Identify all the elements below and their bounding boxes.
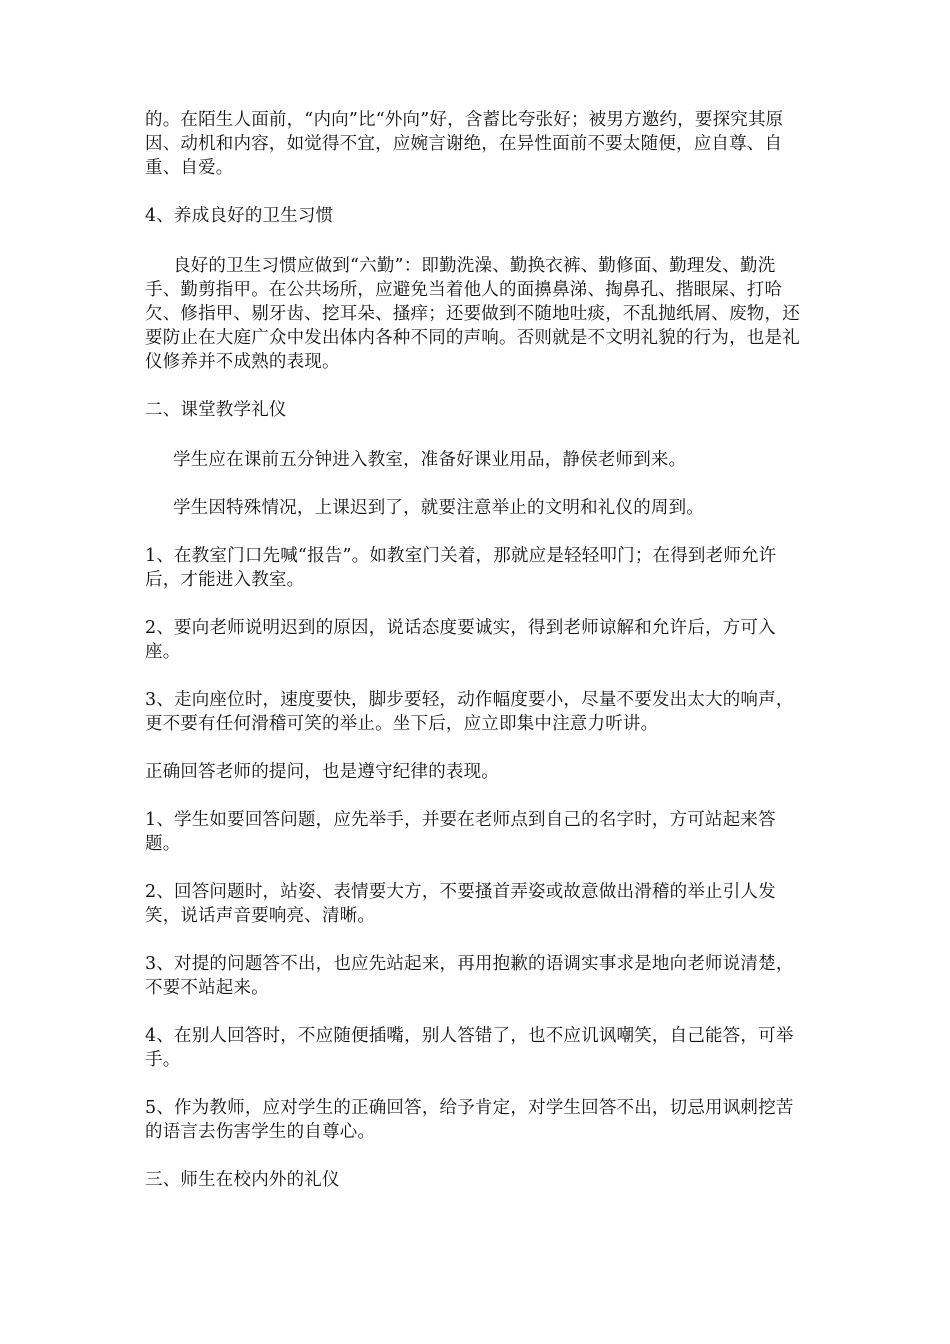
document-body xyxy=(145,108,809,1218)
paragraph-hygiene: 良好的卫生习惯应做到“六勤”：即勤洗澡、勤换衣裤、勤修面、勤理发、勤洗手、勤剪指甲。在公共场所，应避免当着他人的面擤鼻涕、掏鼻孔、揩眼屎、打哈欠、修指甲、剔牙齿、挖耳朵、搔痒；还要做到不随地吐痰，不乱抛纸屑、废物，还要防止在大庭广众中发出体内各种不同的声响。否则就是不文明礼貌的行为，也是礼仪修养并不成熟的表现。 xyxy=(145,256,800,372)
section-heading-campus: 三、师生在校内外的礼仪 xyxy=(145,1170,340,1190)
paragraph-arrive-early: 学生应在课前五分钟进入教室，准备好课业用品，静侯老师到来。 xyxy=(173,450,687,470)
section-heading-classroom: 二、课堂教学礼仪 xyxy=(145,400,287,420)
list-item-late-3: 3、走向座位时，速度要快，脚步要轻，动作幅度要小，尽量不要发出太大的响声，更不要有任何滑稽可笑的举止。坐下后，应立即集中注意力听讲。 xyxy=(145,690,794,734)
section-heading-hygiene: 4、养成良好的卫生习惯 xyxy=(145,206,334,226)
paragraph-answer-intro: 正确回答老师的提问，也是遵守纪律的表现。 xyxy=(145,762,499,782)
list-item-answer-3: 3、对提的问题答不出，也应先站起来，再用抱歉的语调实事求是地向老师说清楚，不要不站起来。 xyxy=(145,954,794,998)
list-item-answer-1: 1、学生如要回答问题，应先举手，并要在老师点到自己的名字时，方可站起来答题。 xyxy=(145,810,776,854)
list-item-late-2: 2、要向老师说明迟到的原因，说话态度要诚实，得到老师谅解和允许后，方可入座。 xyxy=(145,618,776,662)
list-item-answer-4: 4、在别人回答时，不应随便插嘴，别人答错了，也不应讥讽嘲笑，自己能答，可举手。 xyxy=(145,1026,794,1070)
paragraph-continuation: 的。在陌生人面前，“内向”比“外向”好，含蓄比夸张好；被男方邀约，要探究其原因、动机和内容，如觉得不宜，应婉言谢绝，在异性面前不要太随便，应自尊、自重、自爱。 xyxy=(145,110,784,178)
paragraph-late-intro: 学生因特殊情况，上课迟到了，就要注意举止的文明和礼仪的周到。 xyxy=(173,498,704,518)
list-item-answer-2: 2、回答问题时，站姿、表情要大方，不要搔首弄姿或故意做出滑稽的举止引人发笑，说话声音要响亮、清晰。 xyxy=(145,882,776,926)
list-item-answer-5: 5、作为教师，应对学生的正确回答，给予肯定，对学生回答不出，切忌用讽刺挖苦的语言去伤害学生的自尊心。 xyxy=(145,1098,794,1142)
list-item-late-1: 1、在教室门口先喊“报告”。如教室门关着，那就应是轻轻叩门；在得到老师允许后，才能进入教室。 xyxy=(145,546,777,590)
